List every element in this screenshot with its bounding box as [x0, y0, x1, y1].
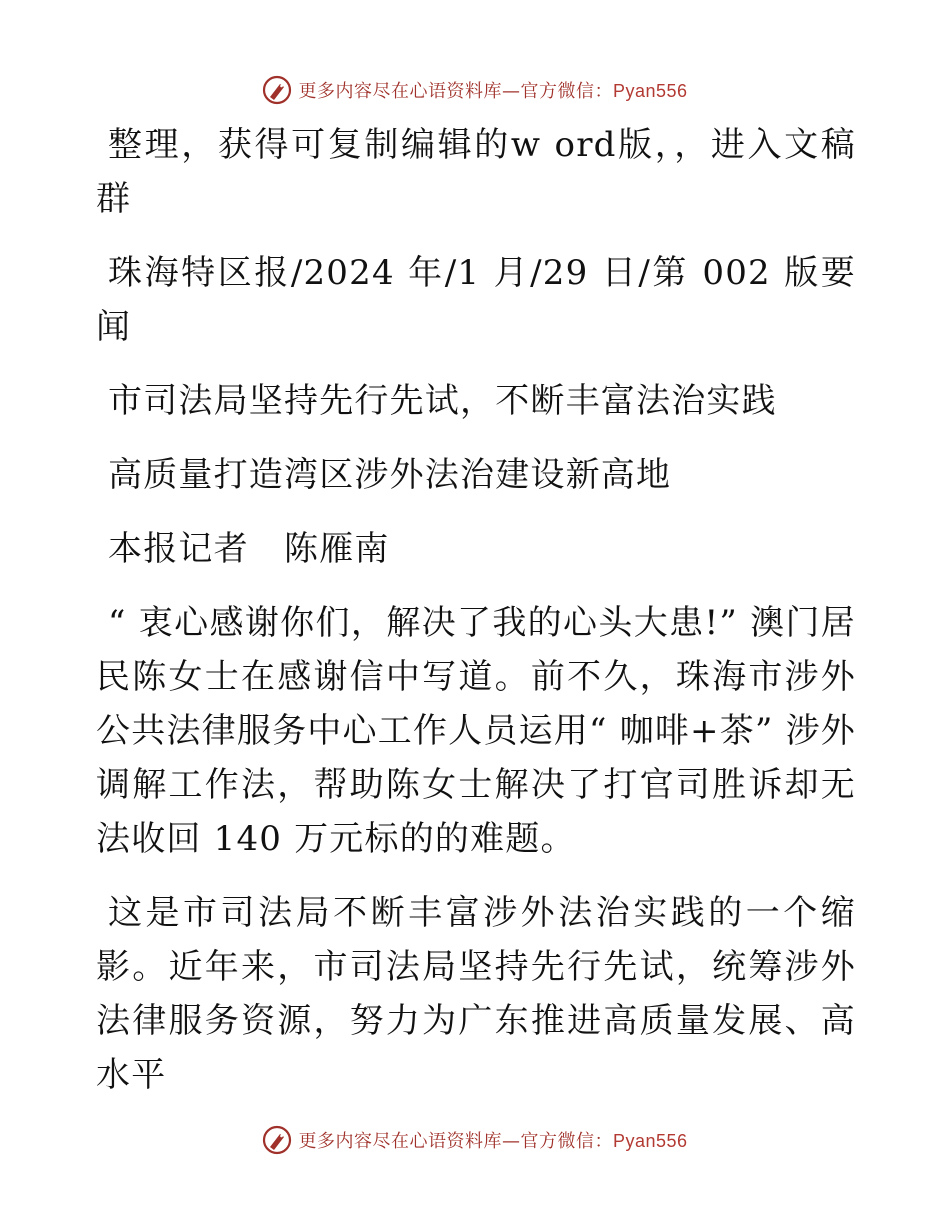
watermark-text: 更多内容尽在心语资料库—官方微信：Pyan556 — [298, 1131, 688, 1152]
pen-nib-logo-icon — [262, 75, 292, 105]
headline-2: 高质量打造湾区涉外法治建设新高地 — [108, 455, 672, 495]
body-paragraph: 这是市司法局不断丰富涉外法治实践的一个缩影。近年来，市司法局坚持先行先试，统筹涉外法律服务资源，努力为广东推进高质量发展、高水平 — [96, 893, 856, 1095]
document-body — [96, 118, 856, 1122]
byline: 本报记者 陈雁南 — [108, 529, 390, 569]
footer-watermark — [0, 1120, 950, 1160]
intro-line: 整理，获得可复制编辑的w ord版，，进入文稿群 — [96, 125, 856, 219]
watermark-handle: Pyan556 — [612, 81, 688, 101]
watermark-handle: Pyan556 — [612, 1131, 688, 1151]
watermark-text: 更多内容尽在心语资料库—官方微信：Pyan556 — [298, 81, 688, 102]
source-line: 珠海特区报/2024 年/1 月/29 日/第 002 版要闻 — [96, 253, 856, 347]
pen-nib-logo-icon — [262, 1125, 292, 1155]
header-watermark — [0, 70, 950, 110]
body-paragraph: “ 衷心感谢你们，解决了我的心头大患!” 澳门居民陈女士在感谢信中写道。前不久，珠海市涉外公共法律服务中心工作人员运用“ 咖啡+茶” 涉外调解工作法，帮助陈女士解决了打官司胜诉却无法收回 140 万元标的的难题。 — [96, 603, 856, 859]
headline-1: 市司法局坚持先行先试，不断丰富法治实践 — [108, 381, 777, 421]
